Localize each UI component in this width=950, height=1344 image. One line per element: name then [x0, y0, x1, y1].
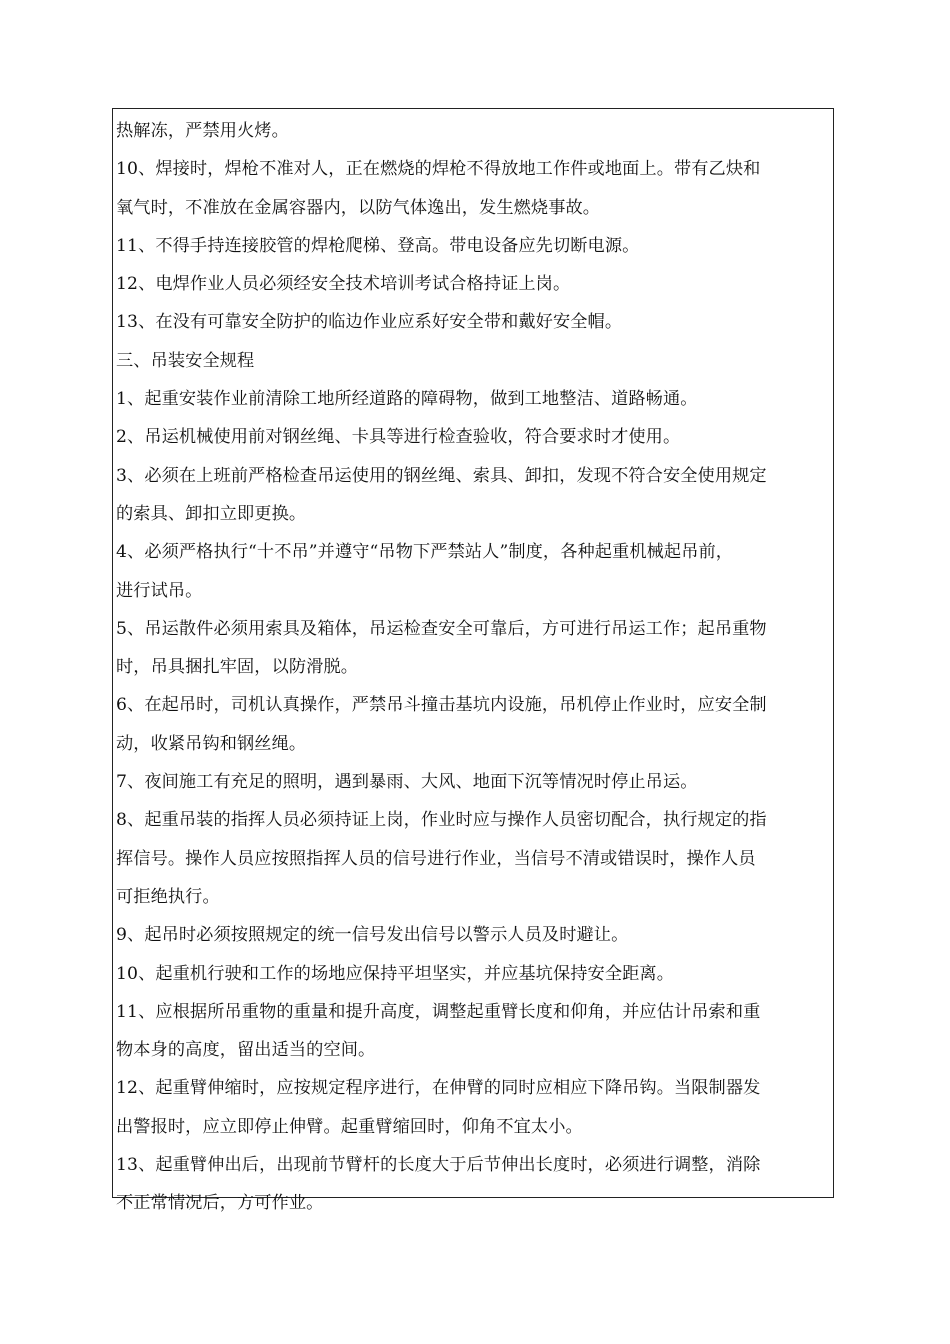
text-line: 8、起重吊装的指挥人员必须持证上岗，作业时应与操作人员密切配合，执行规定的指	[116, 810, 767, 831]
text-line: 4、必须严格执行“十不吊”并遵守“吊物下严禁站人”制度，各种起重机械起吊前，	[116, 542, 734, 563]
text-line: 11、不得手持连接胶管的焊枪爬梯、登高。带电设备应先切断电源。	[116, 235, 640, 256]
text-line: 氧气时，不准放在金属容器内，以防气体逸出，发生燃烧事故。	[116, 197, 601, 218]
text-line: 13、起重臂伸出后，出现前节臂杆的长度大于后节伸出长度时，必须进行调整，消除	[116, 1155, 761, 1176]
text-line: 2、吊运机械使用前对钢丝绳、卡具等进行检查验收，符合要求时才使用。	[116, 427, 681, 448]
text-line: 进行试吊。	[116, 580, 203, 601]
text-line: 动，收紧吊钩和钢丝绳。	[116, 733, 307, 754]
text-line: 物本身的高度，留出适当的空间。	[116, 1040, 376, 1061]
text-line: 6、在起吊时，司机认真操作，严禁吊斗撞击基坑内设施，吊机停止作业时，应安全制	[116, 695, 767, 716]
text-line: 10、焊接时，焊枪不准对人，正在燃烧的焊枪不得放地工作件或地面上。带有乙炔和	[116, 159, 761, 180]
text-line: 12、电焊作业人员必须经安全技术培训考试合格持证上岗。	[116, 274, 571, 295]
text-line: 9、起吊时必须按照规定的统一信号发出信号以警示人员及时避让。	[116, 925, 629, 946]
text-line: 时，吊具捆扎牢固，以防滑脱。	[116, 657, 359, 678]
text-line: 1、起重安装作业前清除工地所经道路的障碍物，做到工地整洁、道路畅通。	[116, 389, 698, 410]
text-line: 出警报时，应立即停止伸臂。起重臂缩回时，仰角不宜太小。	[116, 1116, 583, 1137]
text-line: 3、必须在上班前严格检查吊运使用的钢丝绳、索具、卸扣，发现不符合安全使用规定	[116, 465, 767, 486]
text-line: 13、在没有可靠安全防护的临边作业应系好安全带和戴好安全帽。	[116, 312, 623, 333]
text-line: 12、起重臂伸缩时，应按规定程序进行，在伸臂的同时应相应下降吊钩。当限制器发	[116, 1078, 761, 1099]
text-line: 5、吊运散件必须用索具及箱体，吊运检查安全可靠后，方可进行吊运工作；起吊重物	[116, 618, 767, 639]
text-line: 7、夜间施工有充足的照明，遇到暴雨、大风、地面下沉等情况时停止吊运。	[116, 772, 698, 793]
text-line: 热解冻，严禁用火烤。	[116, 121, 289, 141]
text-line: 挥信号。操作人员应按照指挥人员的信号进行作业，当信号不清或错误时，操作人员	[116, 848, 756, 869]
text-line: 可拒绝执行。	[116, 886, 220, 907]
section-heading: 三、吊装安全规程	[116, 350, 255, 371]
document-body	[116, 112, 832, 1223]
text-line: 不正常情况后，方可作业。	[116, 1193, 324, 1214]
text-line: 11、应根据所吊重物的重量和提升高度，调整起重臂长度和仰角，并应估计吊索和重	[116, 1001, 761, 1022]
text-line: 的索具、卸扣立即更换。	[116, 503, 307, 524]
text-line: 10、起重机行驶和工作的场地应保持平坦坚实，并应基坑保持安全距离。	[116, 963, 674, 984]
